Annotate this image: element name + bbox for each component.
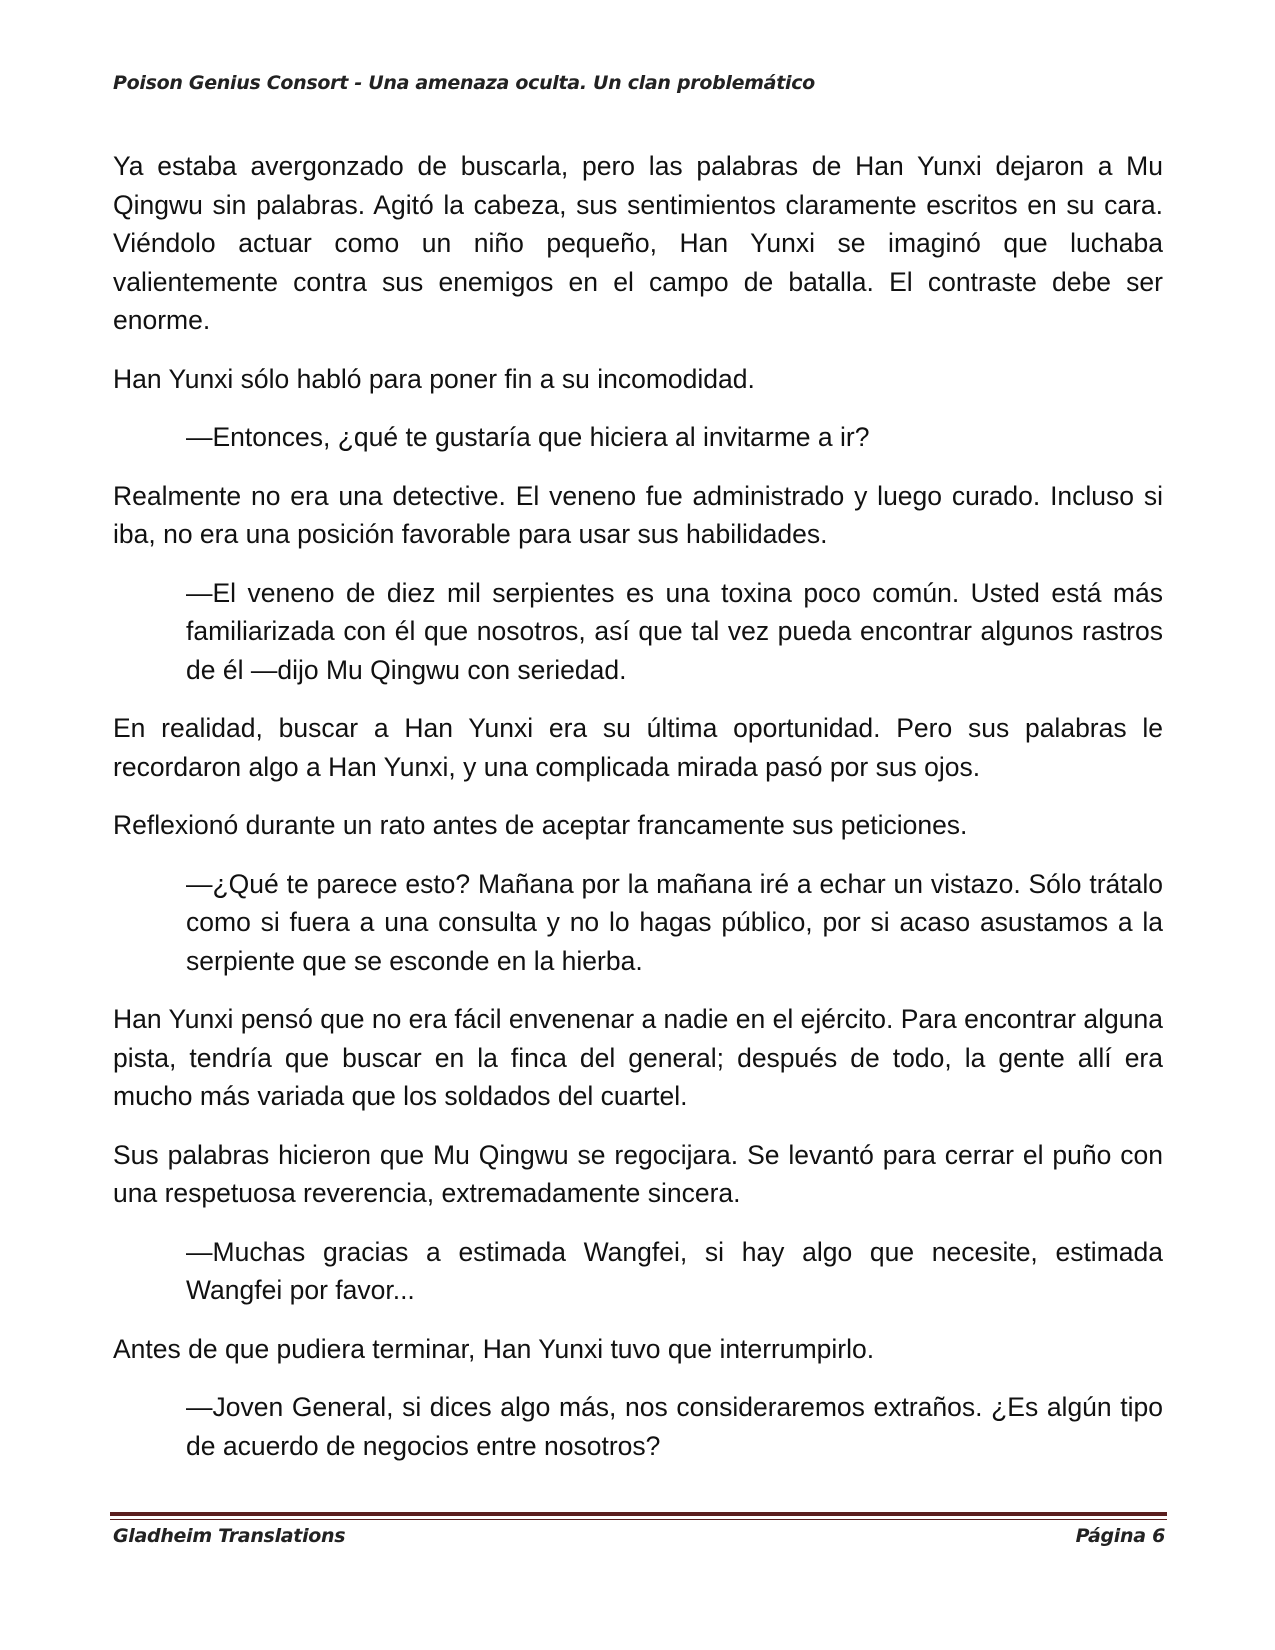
dialogue-paragraph: —Muchas gracias a estimada Wangfei, si hay algo que necesite, estimada Wangfei por favor... [186, 1236, 1163, 1305]
paragraph: Antes de que pudiera terminar, Han Yunxi tuvo que interrumpirlo. [113, 1333, 875, 1364]
paragraph: Reflexionó durante un rato antes de aceptar francamente sus peticiones. [113, 810, 968, 840]
body-text [113, 147, 1163, 1485]
paragraph: Ya estaba avergonzado de buscarla, pero las palabras de Han Yunxi dejaron a Mu Qingwu sin palabras. Agitó la cabeza, sus sentimientos claramente escritos en su cara. Viéndolo actuar como un niño pequeño, Han Yunxi se imaginó que luchaba valientemente contra sus enemigos en el campo de batalla. El contraste debe ser enorme. [113, 151, 1163, 335]
page-number: Página 6 [1075, 1525, 1165, 1547]
dialogue-paragraph: —El veneno de diez mil serpientes es una toxina poco común. Usted está más familiarizada con él que nosotros, así que tal vez pueda encontrar algunos rastros de él —dijo Mu Qingwu con seriedad. [186, 577, 1163, 685]
paragraph: Realmente no era una detective. El veneno fue administrado y luego curado. Incluso si iba, no era una posición favorable para usar sus habilidades. [113, 480, 1163, 549]
running-header: Poison Genius Consort - Una amenaza oculta. Un clan problemático [113, 72, 815, 94]
paragraph: Sus palabras hicieron que Mu Qingwu se regocijara. Se levantó para cerrar el puño con una respetuosa reverencia, extremadamente sincera. [113, 1139, 1163, 1208]
footer-divider-thick [110, 1512, 1167, 1516]
paragraph: En realidad, buscar a Han Yunxi era su última oportunidad. Pero sus palabras le recordaron algo a Han Yunxi, y una complicada mirada pasó por sus ojos. [113, 713, 1163, 782]
dialogue-paragraph: —Joven General, si dices algo más, nos consideraremos extraños. ¿Es algún tipo de acuerdo de negocios entre nosotros? [186, 1392, 1163, 1461]
paragraph: Han Yunxi pensó que no era fácil envenenar a nadie en el ejército. Para encontrar alguna pista, tendría que buscar en la finca del general; después de todo, la gente allí era mucho más variada que los soldados del cuartel. [113, 1004, 1163, 1111]
footer-publisher: Gladheim Translations [113, 1525, 346, 1547]
footer-divider-thin [110, 1519, 1167, 1520]
dialogue-paragraph: —Entonces, ¿qué te gustaría que hiciera al invitarme a ir? [186, 422, 870, 452]
dialogue-paragraph: —¿Qué te parece esto? Mañana por la mañana iré a echar un vistazo. Sólo trátalo como si fuera a una consulta y no lo hagas público, por si acaso asustamos a la serpiente que se esconde en la hierba. [186, 868, 1163, 976]
paragraph: Han Yunxi sólo habló para poner fin a su incomodidad. [113, 363, 755, 394]
